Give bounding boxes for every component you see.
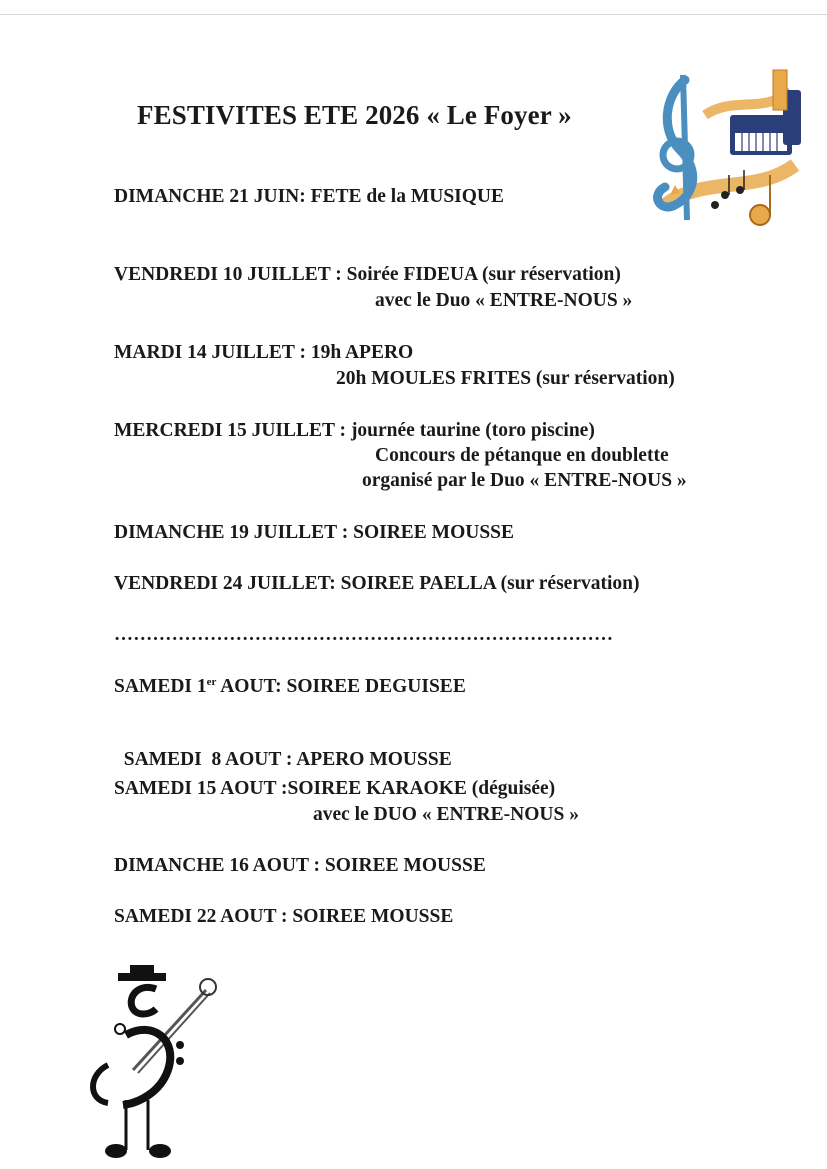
event-text: 19h APERO [305, 342, 414, 363]
event-text: SOIREE DEGUISEE [281, 676, 466, 697]
event-soiree-fideua [114, 264, 621, 286]
scan-edge-line [0, 14, 827, 15]
event-soiree-karaoke-detail: avec le DUO « ENTRE-NOUS » [313, 804, 579, 825]
event-text: SOIREE KARAOKE (déguisée) [287, 778, 556, 799]
event-text: Soirée FIDEUA (sur réservation) [341, 264, 621, 285]
event-date: MARDI 14 JUILLET : [114, 342, 306, 363]
event-soiree-deguisee [114, 676, 466, 698]
event-date: SAMEDI 1 [114, 676, 207, 697]
page-title: FESTIVITES ETE 2026 « Le Foyer » [137, 100, 572, 130]
event-soiree-paella [114, 573, 639, 595]
event-text: SOIREE MOUSSE [287, 906, 454, 927]
event-date: DIMANCHE 16 AOUT : [114, 855, 321, 876]
event-text: APERO MOUSSE [292, 749, 452, 770]
event-petanque: Concours de pétanque en doublette [375, 445, 669, 466]
event-text: FETE de la MUSIQUE [305, 186, 505, 207]
event-apero-14-juillet [114, 342, 413, 364]
music-instruments-illustration-icon [645, 55, 805, 245]
event-date: DIMANCHE 21 JUIN: [114, 186, 306, 207]
event-text: SOIREE PAELLA (sur réservation) [335, 573, 640, 594]
event-soiree-mousse-19 [114, 522, 514, 544]
musical-note-figure-icon [78, 965, 228, 1165]
event-text: SOIREE MOUSSE [320, 855, 486, 876]
event-date: SAMEDI 15 AOUT : [114, 778, 288, 799]
event-date: VENDREDI 24 JUILLET: [114, 573, 336, 594]
event-apero-mousse [114, 727, 452, 771]
event-date: SAMEDI 8 AOUT : [123, 749, 293, 770]
event-soiree-fideua-detail: avec le Duo « ENTRE-NOUS » [375, 290, 633, 311]
event-date: DIMANCHE 19 JUILLET : [114, 522, 349, 543]
event-text: SOIREE MOUSSE [348, 522, 515, 543]
event-date: SAMEDI 22 AOUT : [114, 906, 288, 927]
event-soiree-mousse-22 [114, 906, 453, 928]
event-date: MERCREDI 15 JUILLET : [114, 420, 347, 441]
event-text: journée taurine (toro piscine) [346, 420, 595, 441]
event-date: VENDREDI 10 JUILLET : [114, 264, 342, 285]
event-fete-musique [114, 186, 504, 208]
event-date-month: AOUT: [216, 676, 282, 697]
event-soiree-karaoke [114, 778, 555, 800]
event-date-suffix: er [206, 676, 217, 688]
event-petanque-organiser: organisé par le Duo « ENTRE-NOUS » [362, 470, 687, 491]
dotted-separator: …………………………………………………………………… [114, 624, 614, 645]
event-soiree-mousse-16 [114, 855, 486, 877]
event-moules-frites: 20h MOULES FRITES (sur réservation) [336, 368, 675, 389]
event-journee-taurine [114, 420, 595, 442]
